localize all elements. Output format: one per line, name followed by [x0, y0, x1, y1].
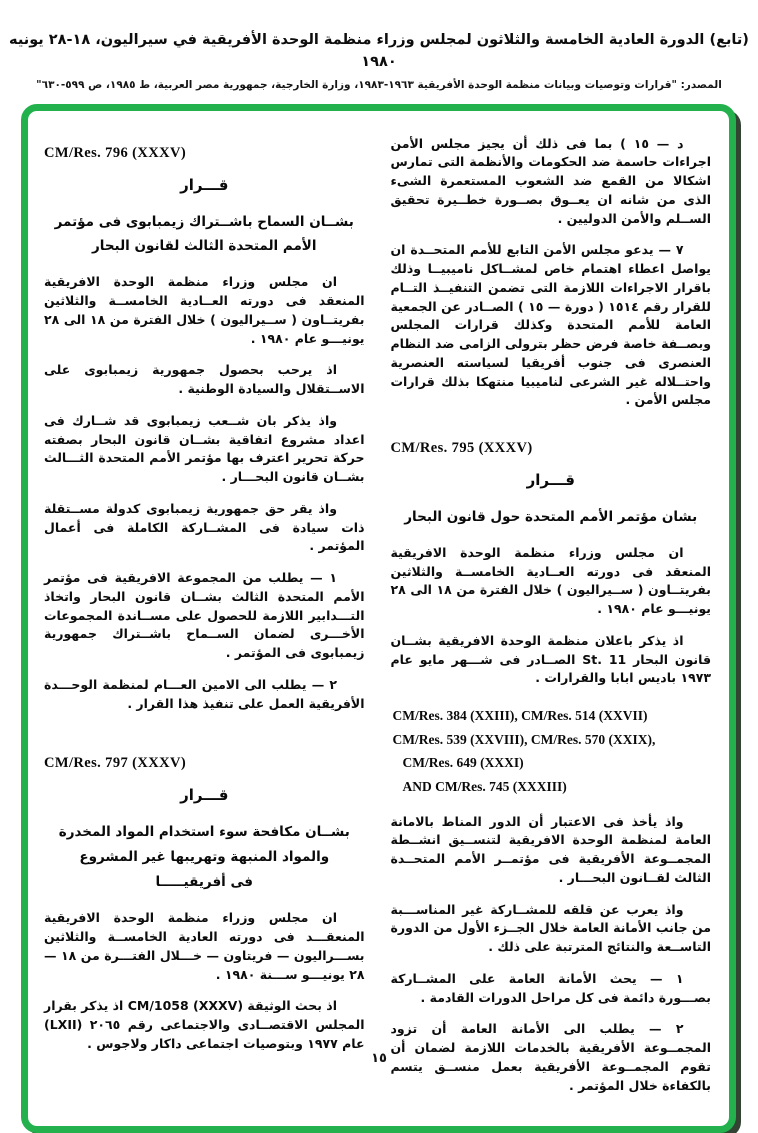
- reference-line: CM/Res. 384 (XXIII), CM/Res. 514 (XXVII): [393, 704, 712, 728]
- resolution-number-796: CM/Res. 796 (XXXV): [44, 145, 361, 162]
- resolution-title-line: بشــان مكافحة سوء استخدام المواد المخدرة: [44, 820, 365, 845]
- res797-document: اذ بحث الوثيقة CM/1058 (XXXV) اذ يذكر بقرار المجلس الاقتصــادى والاجتماعى رقم ٢٠٦٥ (LXII) عام ١٩٧٧ وبتوصيات اجتماعى داكار ولاجوس .: [44, 997, 365, 1053]
- resolution-title-line: والمواد المنبهة وتهريبها غير المشروع: [44, 845, 365, 870]
- res797-preamble: ان مجلس وزراء منظمة الوحدة الافريقية المنعقـــد فى دورته العادية الخامســة والثلاثين بســـراليون — فريتاون — خـــلال الفتـــرة من ١٨ — ٢٨ يونيـــو ســـنة ١٩٨٠ .: [44, 909, 365, 984]
- resolution-word-795: قـــرار: [391, 471, 712, 489]
- resolution-word-796: قـــرار: [44, 176, 365, 194]
- resolution-title-line: بشــان السماح باشــتراك زيمبابوى فى مؤتمر: [44, 210, 365, 235]
- resolution-word-797: قـــرار: [44, 786, 365, 804]
- bordered-content-box: [21, 104, 736, 1133]
- source-line: المصدر: "قرارات وتوصيات وبيانات منظمة الوحدة الأفريقية ١٩٦٣-١٩٨٣، وزارة الخارجية، جمهورية مصر العربية، ط ١٩٨٥، ص ٥٩٩-٦٣٠": [0, 79, 758, 91]
- session-title: (تابع) الدورة العادية الخامسة والثلاثون لمجلس وزراء منظمة الوحدة الأفريقية في سيراليون، ١٨-٢٨ يونيه ١٩٨٠: [0, 30, 758, 74]
- page-number: ١٥: [371, 1051, 387, 1066]
- resolution-reference-list: [393, 704, 712, 799]
- res796-preamble: ان مجلس وزراء منظمة الوحدة الافريقية المنعقد فى دورته العــادية الخامســة والثلاثين بفريتــاون ( ســيراليون ) خلال الفترة من ١٨ الى ٢٨ يونيـــو عام ١٩٨٠ .: [44, 273, 365, 348]
- res795-considering: واذ يأخذ فى الاعتبار أن الدور المناط بالامانة العامة لمنظمة الوحدة الافريقية لتنســيق انشــطة المجمــوعة الأفريقية فى مؤتمــر الأمم المتحــدة الثالث لقــانون البحـــار .: [391, 813, 712, 888]
- resolution-title-795: بشان مؤتمر الأمم المتحدة حول قانون البحار: [391, 505, 712, 530]
- resolution-number-795: CM/Res. 795 (XXXV): [391, 440, 708, 457]
- column-left: [44, 135, 365, 1067]
- resolution-title-797: [44, 820, 365, 895]
- paragraph-op7: ٧ — يدعو مجلس الأمن التابع للأمم المتحــدة ان يواصل اعطاء اهتمام خاص لمشــاكل ناميبيــا وذلك باقرار الاجراءات اللازمة التى تضمن التنفيــذ التــام للقرار رقم ١٥١٤ ( دورة — ١٥ ) الصــادر عن الجمعية العامة للأمم المتحدة وكذلك قرارات المجلس وبصــفة خاصة فرض حظر بترولى الزامى ضد النظام العنصرى فى جنوب أفريقيا لسياسته العنصرية واحتــلاله غير الشرعى لناميبيا منتهكا بذلك قرارات مجلس الأمن .: [391, 241, 712, 410]
- reference-line: AND CM/Res. 745 (XXXIII): [393, 775, 712, 799]
- res796-welcome: اذ يرحب بحصول جمهورية زيمبابوى على الاســتقلال والسيادة الوطنية .: [44, 361, 365, 399]
- res795-recall: اذ يذكر باعلان منظمة الوحدة الافريقية بشــان قانون البحار St. 11 الصــادر فى شـــهر مايو عام ١٩٧٣ باديس ابابا والقرارات .: [391, 632, 712, 688]
- resolution-title-796: [44, 210, 365, 260]
- res796-recognize: واذ يقر حق جمهورية زيمبابوى كدولة مســتقلة ذات سيادة فى المشــاركة الكاملة فى أعمال المؤتمر .: [44, 500, 365, 556]
- res795-operative-2: ٢ — يطلب الى الأمانة العامة أن تزود المجمــوعة الأفريقية بالخدمات اللازمة لضمان أن تقوم المجمــوعة الأفريقية بعمل منســق يتسم بالكفاءة خلال المؤتمر .: [391, 1020, 712, 1095]
- resolution-number-797: CM/Res. 797 (XXXV): [44, 755, 361, 772]
- res796-operative-2: ٢ — يطلب الى الامين العـــام لمنظمة الوحـــدة الأفريقية العمل على تنفيذ هذا القرار .: [44, 676, 365, 714]
- column-right: [391, 135, 712, 1109]
- paragraph-d15: د — ١٥ ) بما فى ذلك أن يجيز مجلس الأمن اجراءات حاسمة ضد الحكومات والأنظمة التى تمارس اشكالا من القمع ضد الشعوب المستعمرة الشىء الذى من شانه ان يعــوق بصــورة خطــيرة تحقيق الســلم والأمن الدوليين .: [391, 135, 712, 229]
- two-column-layout: [44, 135, 711, 1109]
- reference-line: CM/Res. 539 (XXVIII), CM/Res. 570 (XXIX),: [393, 728, 712, 752]
- page-footer: [0, 1051, 758, 1066]
- reference-line: CM/Res. 649 (XXXI): [393, 751, 712, 775]
- resolution-title-line: فى أفريقيـــــا: [44, 870, 365, 895]
- res795-operative-1: ١ — يحث الأمانة العامة على المشــاركة بصـــورة دائمة فى كل مراحل الدورات القادمة .: [391, 970, 712, 1008]
- res795-preamble: ان مجلس وزراء منظمة الوحدة الافريقية المنعقد فى دورته العــادية الخامســة والثلاثين بفريتــاون ( ســيراليون ) خلال الفترة من ١٨ الى ٢٨ يونيـــو عام ١٩٨٠ .: [391, 544, 712, 619]
- resolution-title-line: الأمم المتحدة الثالث لقانون البحار: [44, 234, 365, 259]
- page-header: [0, 0, 758, 91]
- res796-operative-1: ١ — يطلب من المجموعة الافريقية فى مؤتمر الأمم المتحدة الثالث بشــان قانون البحار واتخاذ التـــدابير اللازمة للحصول على مســاندة المجموعات الأخـــرى لضمان الســماح باشــتراك جمهورية زيمبابوى فى المؤتمر .: [44, 569, 365, 663]
- res796-recall: واذ يذكر بان شــعب زيمبابوى قد شــارك فى اعداد مشروع اتفاقية بشــان قانون البحار بصفته حركة تحرير اعترف بها مؤتمر الأمم المتحدة الثـــالث بشــان قانون البحـــار .: [44, 412, 365, 487]
- res795-regret: واذ يعرب عن قلقه للمشــاركة غير المناســـبة من جانب الأمانة العامة خلال الجــزء الأول من الدورة التاســعة والنتائج المترتبة على ذلك .: [391, 901, 712, 957]
